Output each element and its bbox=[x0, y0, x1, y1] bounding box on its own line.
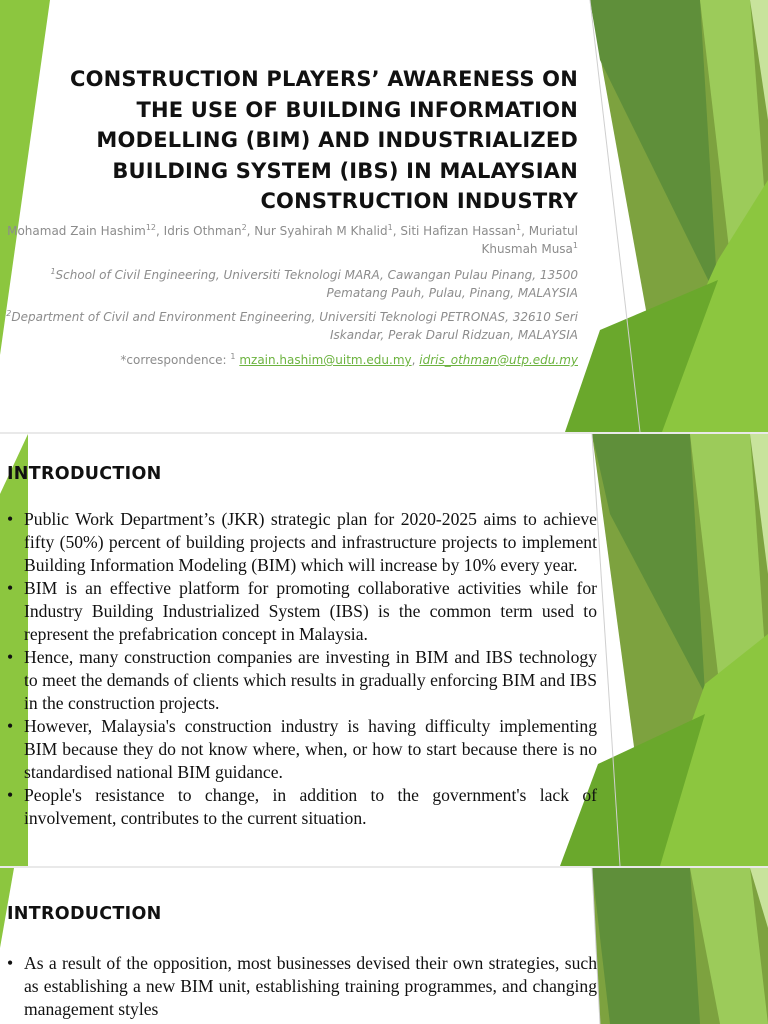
correspondence-label: *correspondence: bbox=[120, 353, 231, 367]
bullet-item: • However, Malaysia's construction industry is having difficulty implementing BIM because they do not know where, when, or how to start because there is no standardised national BIM guidance. bbox=[7, 715, 597, 784]
introduction-slide-1 bbox=[0, 434, 768, 866]
bullet-item: • People's resistance to change, in addition to the government's lack of involvement, contributes to the current situation. bbox=[7, 784, 597, 830]
affiliation-text: Department of Civil and Environment Engineering, Universiti Teknologi PETRONAS, 32610 Seri Iskandar, Perak Darul Ridzuan, MALAYSIA bbox=[11, 310, 578, 342]
author-name: Mohamad Zain Hashim bbox=[7, 224, 146, 238]
section-heading: INTRODUCTION bbox=[7, 464, 162, 484]
author-name: Muriatul Khusmah Musa bbox=[481, 224, 578, 256]
affiliation-1 bbox=[0, 266, 578, 302]
affiliation-sup: 2 bbox=[6, 309, 12, 318]
author-name: Nur Syahirah M Khalid bbox=[254, 224, 388, 238]
right-band-dark bbox=[592, 868, 700, 1024]
title-slide bbox=[0, 0, 768, 432]
section-heading: INTRODUCTION bbox=[7, 904, 162, 924]
correspondence bbox=[0, 351, 578, 369]
bullet-item: • As a result of the opposition, most businesses devised their own strategies, such as establishing a new BIM unit, establishing training programmes, and changing management styles bbox=[7, 952, 597, 1021]
bullet-list bbox=[7, 508, 597, 830]
bullet-item: • Public Work Department’s (JKR) strategic plan for 2020-2025 aims to achieve fifty (50%) percent of building projects and infrastructure projects to implement Building Information Modeling (BIM) which will increase by 10% every year. bbox=[7, 508, 597, 577]
author-sup: 1 bbox=[572, 241, 578, 250]
email-link-2[interactable]: idris_othman@utp.edu.my bbox=[419, 353, 578, 367]
author-name: Siti Hafizan Hassan bbox=[400, 224, 517, 238]
email-separator: , bbox=[411, 353, 420, 367]
author-sup: 12 bbox=[145, 223, 157, 232]
correspondence-sup: 1 bbox=[230, 352, 236, 361]
author-sup: 1 bbox=[387, 223, 393, 232]
bullet-item: • Hence, many construction companies are investing in BIM and IBS technology to meet the demands of clients which results in gradually enforcing BIM and IBS in the construction projects. bbox=[7, 646, 597, 715]
author-list: Mohamad Zain Hashim$^{12}$, Idris Othman$^2$, Nur Syahirah M Khalid$^1$, Siti Hafizan Hassan$^1$, Muriatul Khusmah Musa$^1$ bbox=[7, 223, 578, 256]
affiliation-text: School of Civil Engineering, Universiti Teknologi MARA, Cawangan Pulau Pinang, 13500 Pematang Pauh, Pulau, Pinang, MALAYSIA bbox=[55, 268, 578, 300]
author-sup: 1 bbox=[516, 223, 522, 232]
bullet-item: • BIM is an effective platform for promoting collaborative activities while for Industry Building Industrialized System (IBS) is the common term used to represent the prefabrication concept in Malaysia. bbox=[7, 577, 597, 646]
email-link-1[interactable]: mzain.hashim@uitm.edu.my bbox=[239, 353, 412, 367]
affiliation-sup: 1 bbox=[50, 267, 56, 276]
slide-title: CONSTRUCTION PLAYERS’ AWARENESS ON THE USE OF BUILDING INFORMATION MODELLING (BIM) AND INDUSTRIALIZED BUILDING SYSTEM (IBS) IN MALAYSIAN CONSTRUCTION INDUSTRY bbox=[69, 67, 578, 213]
bullet-list bbox=[7, 952, 597, 1021]
introduction-slide-2 bbox=[0, 868, 768, 1024]
author-name: Idris Othman bbox=[163, 224, 242, 238]
affiliation-2 bbox=[0, 308, 578, 344]
author-sup: 2 bbox=[241, 223, 247, 232]
